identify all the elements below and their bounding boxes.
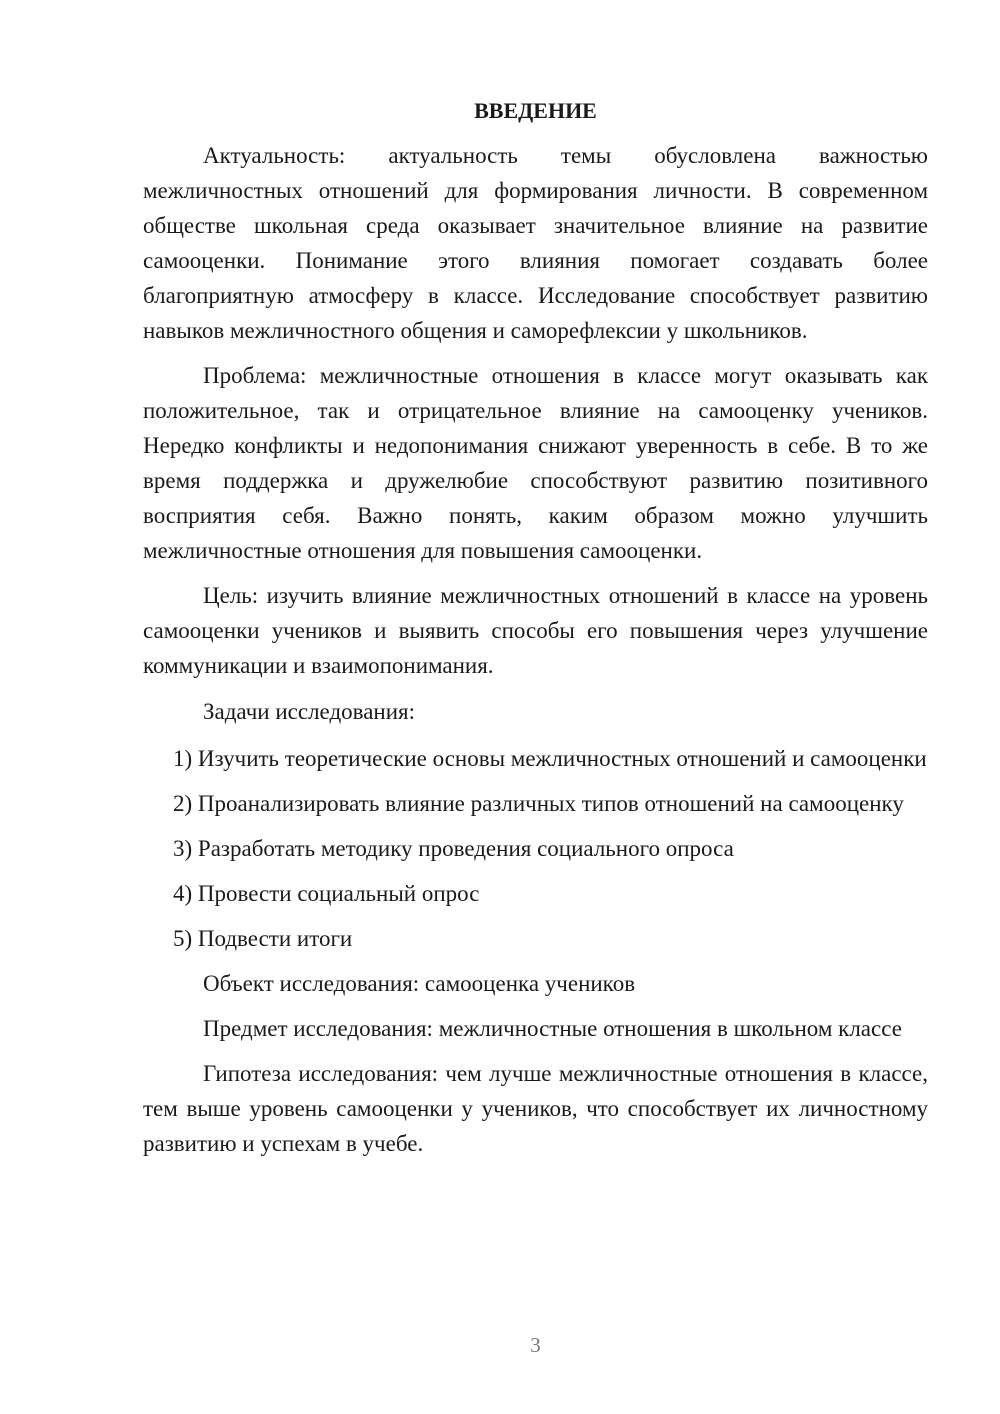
document-body xyxy=(143,96,928,1161)
task-item-5: 5) Подвести итоги xyxy=(173,926,353,951)
task-item-4: 4) Провести социальный опрос xyxy=(173,881,480,906)
problem-paragraph: Проблема: межличностные отношения в классе могут оказывать как положительное, так и отрицательное влияние на самооценку учеников. Нередко конфликты и недопонимания снижают уверенность в себе. В то же время поддержка и дружелюбие способствуют развитию позитивного восприятия себя. Важно понять, каким образом можно улучшить межличностные отношения для повышения самооценки. xyxy=(143,363,928,563)
task-item-3: 3) Разработать методику проведения социального опроса xyxy=(173,836,734,861)
relevance-paragraph: Актуальность: актуальность темы обусловлена важностью межличностных отношений для формирования личности. В современном обществе школьная среда оказывает значительное влияние на развитие самооценки. Понимание этого влияния помогает создавать более благоприятную атмосферу в классе. Исследование способствует развитию навыков межличностного общения и саморефлексии у школьников. xyxy=(143,143,928,343)
task-item-1: 1) Изучить теоретические основы межличностных отношений и самооценки xyxy=(173,746,927,771)
hypothesis-paragraph: Гипотеза исследования: чем лучше межличностные отношения в классе, тем выше уровень самооценки у учеников, что способствует их личностному развитию и успехам в учебе. xyxy=(143,1061,928,1156)
task-item-2: 2) Проанализировать влияние различных типов отношений на самооценку xyxy=(173,791,904,816)
tasks-heading: Задачи исследования: xyxy=(203,699,416,724)
goal-paragraph: Цель: изучить влияние межличностных отношений в классе на уровень самооценки учеников и выявить способы его повышения через улучшение коммуникации и взаимопонимания. xyxy=(143,583,928,678)
object-paragraph: Объект исследования: самооценка учеников xyxy=(203,971,636,996)
section-title: ВВЕДЕНИЕ xyxy=(474,98,597,123)
subject-paragraph: Предмет исследования: межличностные отношения в школьном классе xyxy=(203,1016,902,1041)
page-number: 3 xyxy=(530,1333,541,1357)
